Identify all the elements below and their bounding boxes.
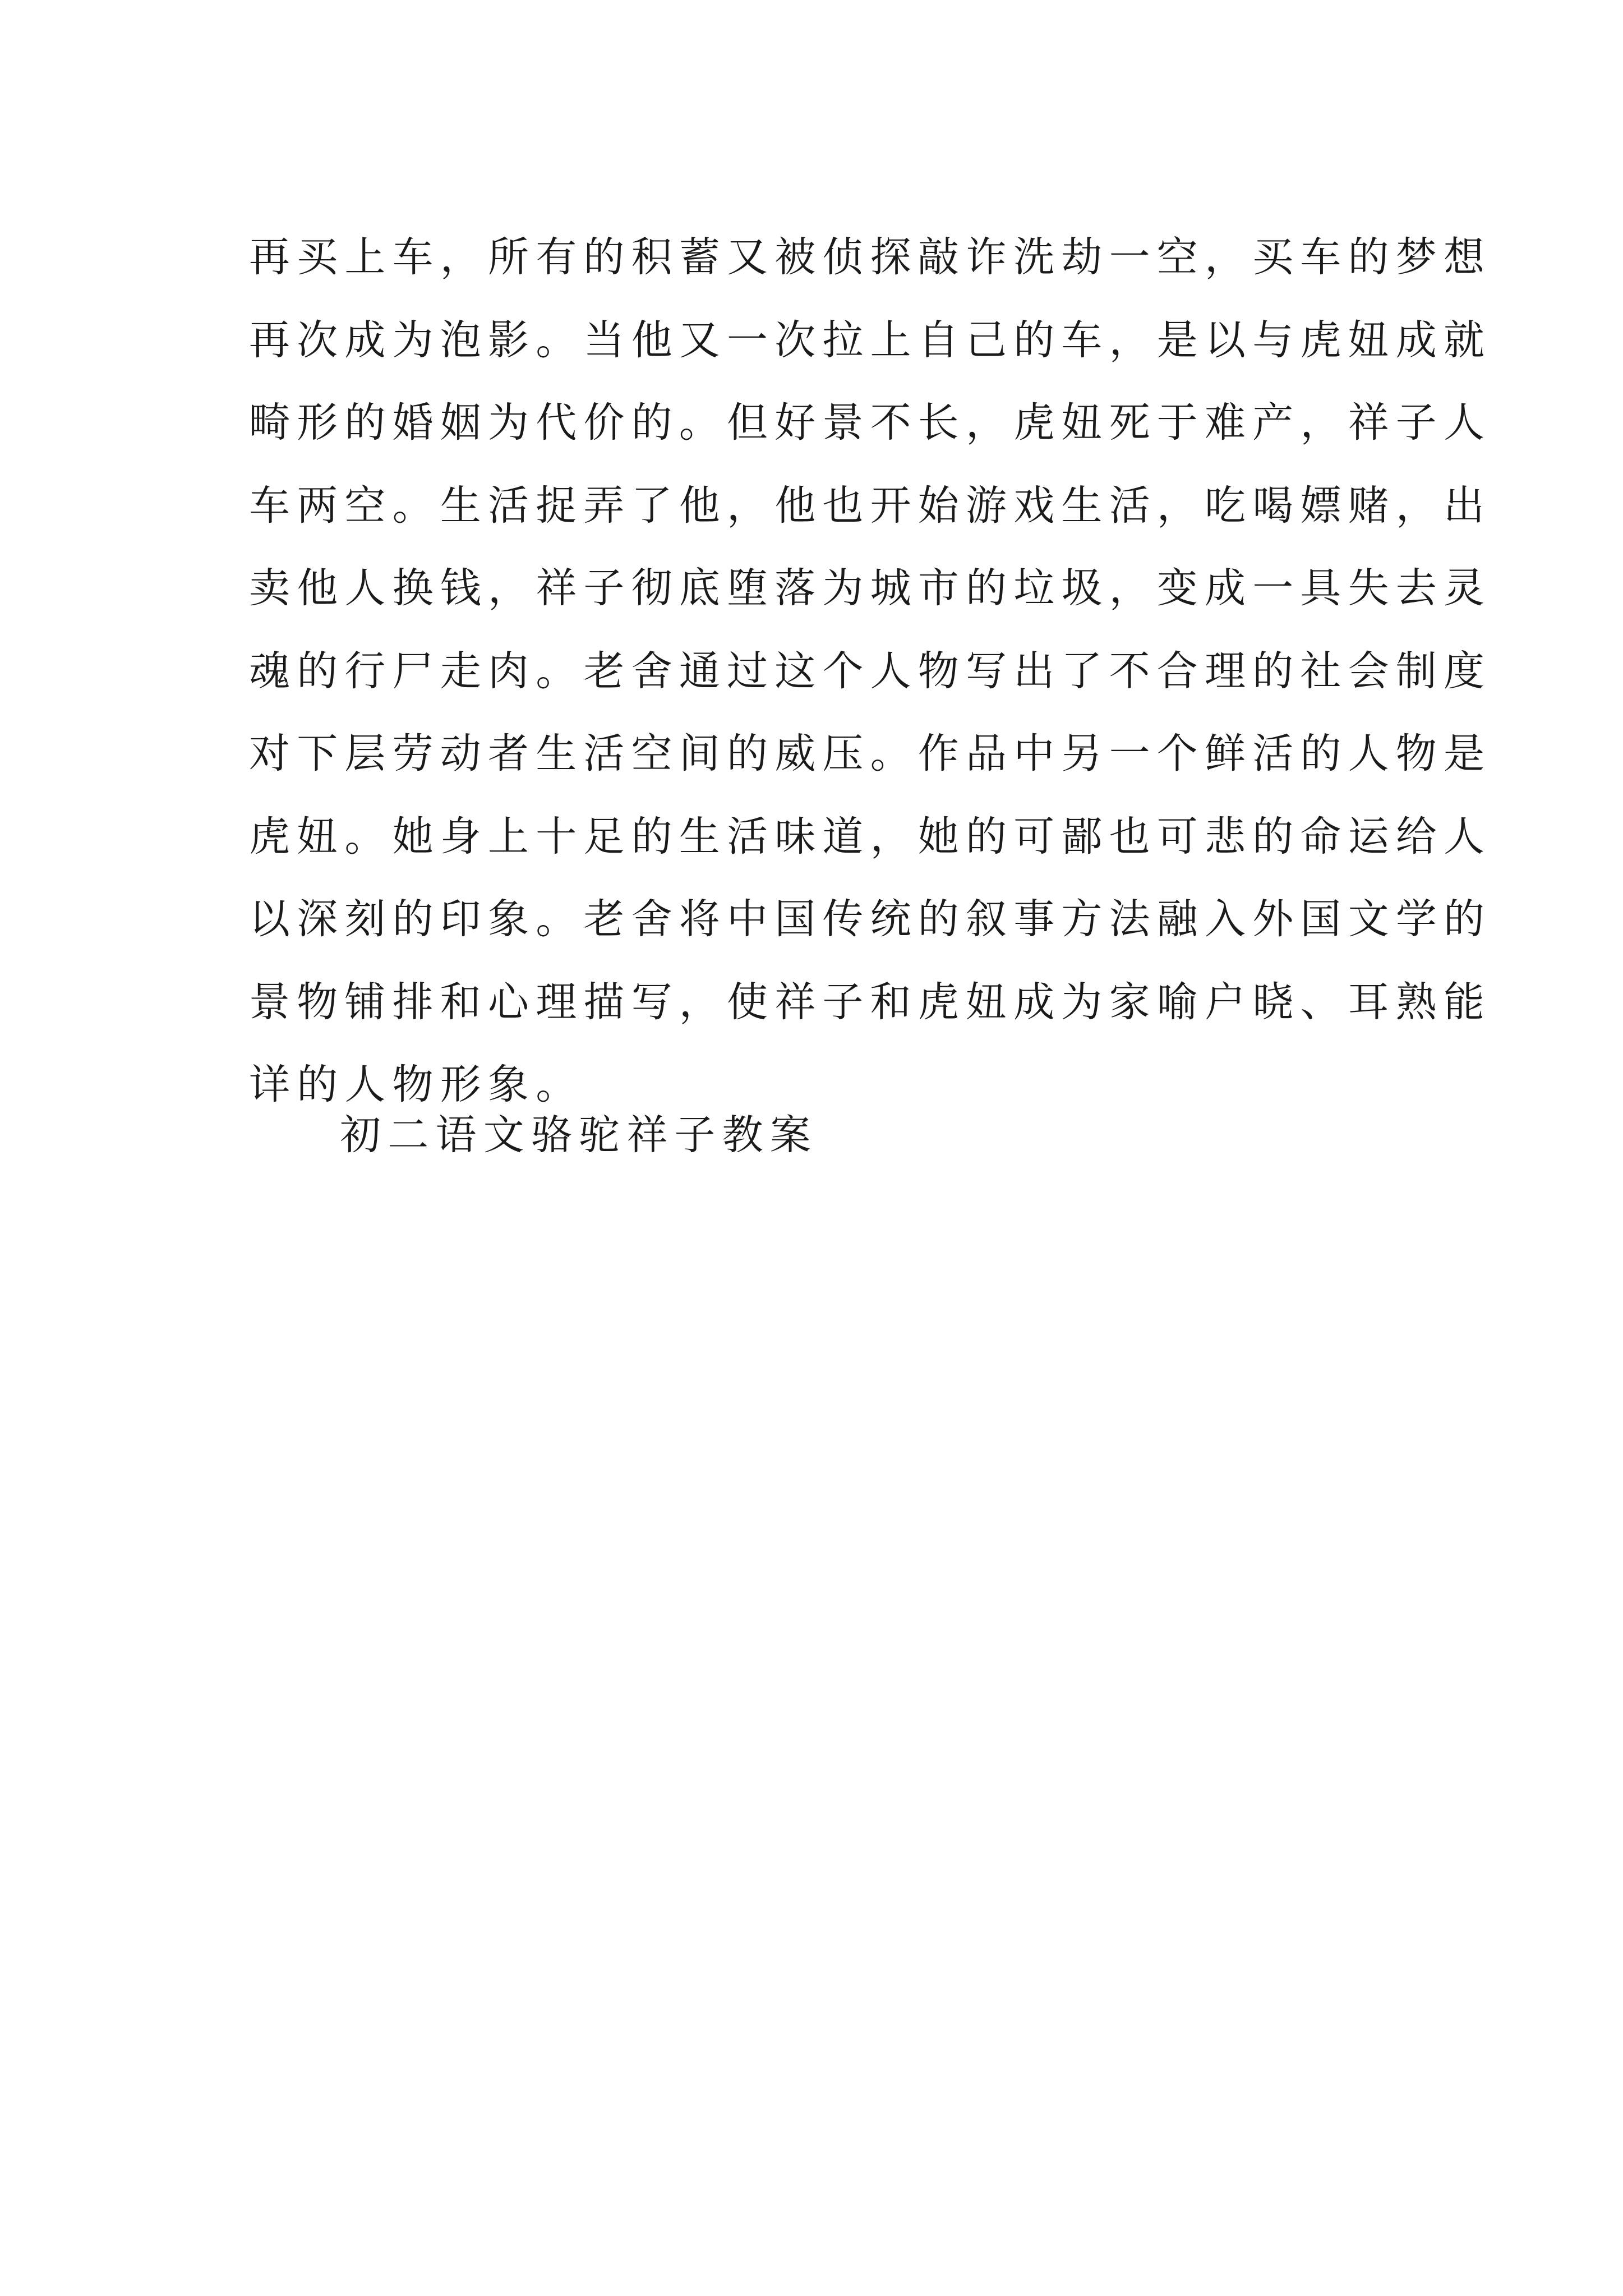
paragraph-line: 虎妞。她身上十足的生活味道，她的可鄙也可悲的命运给人 (249, 812, 1492, 861)
paragraph-line: 卖他人换钱，祥子彻底堕落为城市的垃圾，变成一具失去灵 (249, 564, 1492, 612)
paragraph-line: 对下层劳动者生活空间的威压。作品中另一个鲜活的人物是 (249, 730, 1492, 777)
paragraph-line: 再次成为泡影。当他又一次拉上自己的车，是以与虎妞成就 (249, 316, 1492, 364)
paragraph-line: 车两空。生活捉弄了他，他也开始游戏生活，吃喝嫖赌，出 (249, 481, 1492, 530)
closing-title: 初二语文骆驼祥子教案 (340, 1111, 818, 1159)
paragraph-line: 畸形的婚姻为代价的。但好景不长，虎妞死于难产，祥子人 (249, 399, 1492, 447)
paragraph-line: 详的人物形象。 (249, 1061, 584, 1108)
body-paragraph (249, 216, 1492, 1126)
paragraph-line: 景物铺排和心理描写，使祥子和虎妞成为家喻户晓、耳熟能 (249, 978, 1492, 1026)
paragraph-line: 以深刻的印象。老舍将中国传统的叙事方法融入外国文学的 (249, 895, 1492, 943)
paragraph-line: 再买上车，所有的积蓄又被侦探敲诈洗劫一空，买车的梦想 (249, 233, 1492, 281)
paragraph-line: 魂的行尸走肉。老舍通过这个人物写出了不合理的社会制度 (249, 647, 1492, 695)
